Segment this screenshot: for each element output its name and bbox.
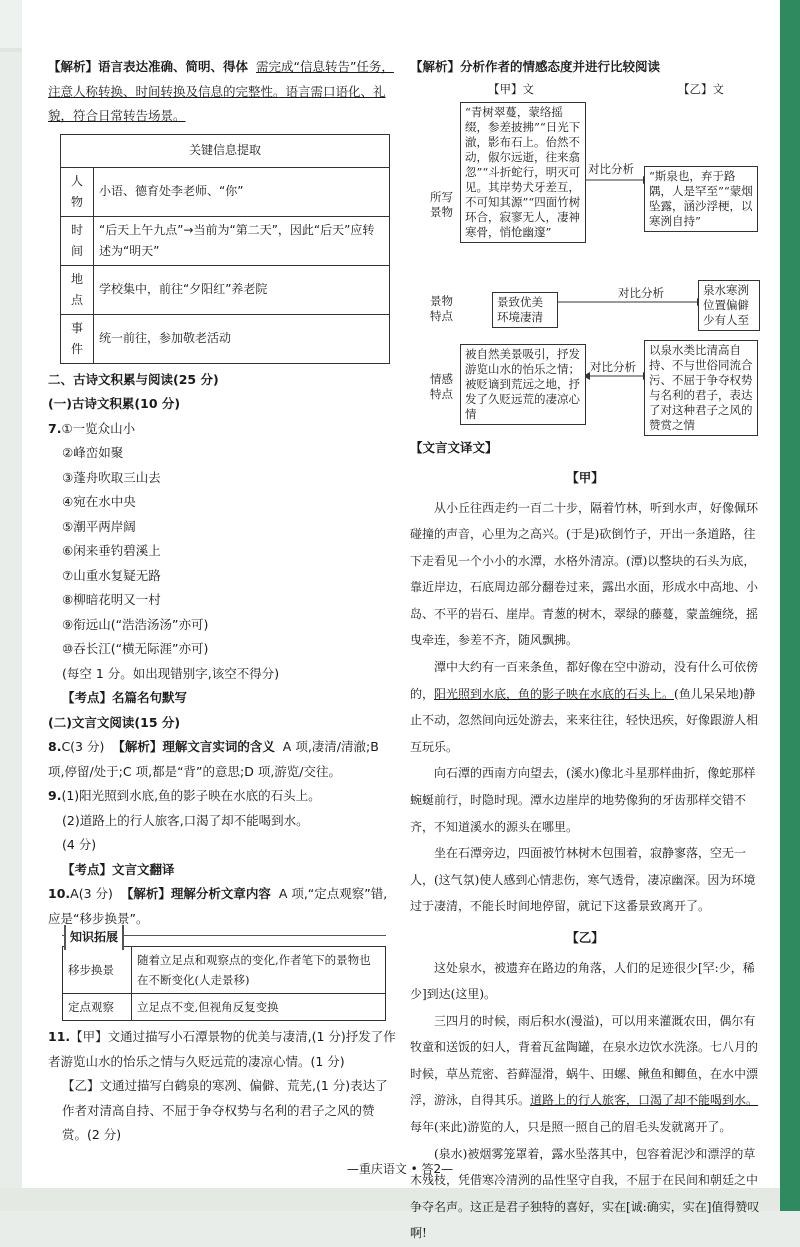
q9-kaodian: 【考点】文言文翻译 <box>62 861 175 877</box>
q9-2: (2)道路上的行人旅客,口渴了却不能喝到水。 <box>62 812 309 828</box>
row1-label: 所写景物 <box>430 189 453 219</box>
q7-item: ⑦山重水复疑无路 <box>62 567 161 583</box>
translation-heading: 【文言文译文】 <box>410 439 498 455</box>
zs-val: 立足点不变,但视角反复变换 <box>132 994 386 1021</box>
q7-item: ⑧柳暗花明又一村 <box>62 592 161 607</box>
yi-heading: 【乙】文 <box>678 81 724 96</box>
key-cell: 事件 <box>61 314 94 363</box>
q7-kaodian: 【考点】名篇名句默写 <box>62 690 188 705</box>
knowledge-table <box>62 946 386 1021</box>
q9: 9.(1)阳光照到水底,鱼的影子映在水底的石头上。 <box>48 788 321 803</box>
q11-b: 【乙】文通过描写白鹤泉的寒冽、偏僻、荒芜,(1 分)表达了作者对清高自持、不屈于争夺权势与名利的君子之风的赞赏。(2 分) <box>62 1078 388 1142</box>
q7-item: ⑤潮平两岸阔 <box>62 518 136 534</box>
val-cell: 学校集中，前往“夕阳红”养老院 <box>94 265 390 314</box>
val-cell: “后天上午九点”→当前为“第二天”，因此“后天”应转述为“明天” <box>94 216 390 265</box>
key-cell: 人物 <box>61 167 94 216</box>
row2-label: 景物特点 <box>430 293 453 323</box>
right-margin-strip <box>780 0 800 1211</box>
q7-item: ②峰峦如聚 <box>62 445 124 460</box>
yi-title: 【乙】 <box>566 930 604 945</box>
q7-item: ③蓬舟吹取三山去 <box>62 469 161 485</box>
q8: 8.C(3 分) 【解析】理解文言实词的含义 A 项,凄清/清澈;B 项,停留/处于;C 项,都是“背”的意思;D 项,游览/交往。 <box>48 739 379 779</box>
yi-para: 这处泉水，被遗弃在路边的角落，人们的足迹很少[罕:少，稀少]到达(这里)。 <box>410 960 755 1002</box>
yi-para: (泉水)被烟雾笼罩着，露水坠落其中，包容着泥沙和漂浮的草木残枝，凭借寒冷清洌的品性坚守自我，不屈于在民间和朝廷之中争夺名声。这正是君子独特的喜好，实在[诚:确实，实在]值得赞叹啊! <box>410 1146 760 1241</box>
row1-yi-box: “斯泉也，弃于路隅，人是罕至”“蒙烟坠露，涵沙浮梗，以寒洌自持” <box>644 166 758 232</box>
jia-para: 从小丘往西走约一百二十步，隔着竹林，听到水声，好像佩环碰撞的声音，心里为之高兴。(于是)砍倒竹子，开出一条道路，往下走看见一个小小的水潭，水格外清凉。(潭)以整块的石头为底，靠近岸边，石底周边部分翻卷过来，露出水面，形成水中高地、小岛、不平的岩石、崖岸。青葱的树木，翠绿的藤蔓，蒙盖缠绕，摇曳牵连，参差不齐，随风飘拂。 <box>410 500 759 648</box>
compare-label-3: 对比分析 <box>590 359 636 374</box>
zs-key: 移步换景 <box>63 947 132 994</box>
row1-jia-box: “青树翠蔓，蒙络摇缀，参差披拂”“日光下澈，影布石上。佁然不动，俶尔远逝，往来翕忽”“斗折蛇行，明灭可见。其岸势犬牙差互，不可知其源”“四面竹树环合，寂寥无人，凄神寒骨，悄怆幽邃” <box>460 102 586 243</box>
row2-yi-box: 泉水寒洌位置偏僻少有人至 <box>698 280 760 331</box>
section-2a-heading: (一)古诗文积累(10 分) <box>48 396 181 411</box>
q7-item: ⑥闲来垂钓碧溪上 <box>62 543 161 558</box>
jiexi-language: 【解析】语言表达准确、简明、得体 需完成“信息转告”任务，注意人称转换、时间转换及信息的完整性。语言需口语化、礼貌，符合日常转告场景。 <box>48 59 394 123</box>
key-cell: 时间 <box>61 216 94 265</box>
jia-title: 【甲】 <box>566 470 604 485</box>
row3-jia-box: 被自然美景吸引，抒发游览山水的怡乐之情；被贬谪到荒远之地，抒发了久贬远荒的凄凉心情 <box>460 344 586 425</box>
val-cell: 小语、德育处李老师、“你” <box>94 167 390 216</box>
q10: 10.A(3 分) 【解析】理解分析文章内容 A 项,“定点观察”错,应是“移步换景”。 <box>48 886 388 926</box>
left-column <box>48 55 396 1148</box>
zs-key: 定点观察 <box>63 994 132 1021</box>
row3-label: 情感特点 <box>430 371 453 401</box>
val-cell: 统一前往，参加敬老活动 <box>94 314 390 363</box>
jia-para: 向石潭的西南方向望去，(溪水)像北斗星那样曲折，像蛇那样蜿蜒前行，时隐时现。潭水边崖岸的地势像狗的牙齿那样交错不齐，不知道溪水的源头在哪里。 <box>410 766 756 834</box>
row2-jia-box: 景致优美环境凄清 <box>492 292 558 328</box>
yi-para: 三四月的时候，雨后积水(漫溢)，可以用来灌溉农田，偶尔有牧童和送饭的妇人，背着瓦盆陶罐，在泉水边饮水洗涤。七八月的时候，草丛荒密、苔藓湿滑，蜗牛、田螺、鳅鱼和鲫鱼，在水中漂浮，游泳，自得其乐。道路上的行人旅客，口渴了却不能喝到水。每年(来此)游览的人，只是照一照自己的眉毛头发就离开了。 <box>410 1013 759 1135</box>
q7-item: ⑨衔远山(“浩浩汤汤”亦可) <box>62 616 209 632</box>
section-2b-heading: (二)文言文阅读(15 分) <box>48 714 181 730</box>
q7-item: ⑩吞长江(“横无际涯”亦可) <box>62 641 209 656</box>
q7-note: (每空 1 分。如出现错别字,该空不得分) <box>62 665 280 681</box>
section-2-heading: 二、古诗文积累与阅读(25 分) <box>48 371 219 387</box>
zs-val: 随着立足点和观察点的变化,作者笔下的景物也在不断变化(人走景移) <box>132 947 386 994</box>
knowledge-box <box>62 930 386 1021</box>
jia-heading: 【甲】文 <box>488 81 534 96</box>
key-info-title: 关键信息提取 <box>61 134 390 167</box>
q9-score: (4 分) <box>62 837 97 852</box>
row3-yi-box: 以泉水类比清高自持、不与世俗同流合污、不屈于争夺权势与名利的君子，表达了对这种君子之风的赞赏之情 <box>644 340 758 436</box>
key-info-table <box>60 134 390 364</box>
key-cell: 地点 <box>61 265 94 314</box>
compare-label-1: 对比分析 <box>588 161 634 176</box>
comparison-diagram <box>410 80 760 440</box>
jiexi-compare: 【解析】分析作者的情感态度并进行比较阅读 <box>410 59 661 74</box>
right-column <box>410 55 760 1247</box>
page-footer: —重庆语文 • 答2— <box>346 1162 454 1176</box>
q7-first: 7.①一览众山小 <box>48 420 136 436</box>
knowledge-box-title: 知识拓展 <box>64 925 124 950</box>
jia-para: 潭中大约有一百来条鱼，都好像在空中游动，没有什么可依傍的，阳光照到水底，鱼的影子映在水底的石头上。(鱼儿呆呆地)静止不动，忽然间向远处游去，来来往往，轻快迅疾，好像跟游人相互玩乐。 <box>410 660 759 754</box>
jia-para: 坐在石潭旁边，四面被竹林树木包围着，寂静寥落，空无一人，(这气氛)使人感到心情悲伤，寒气透骨，凄凉幽深。因为环境过于凄清，不能长时间地停留，就记下这番景致离开了。 <box>410 846 756 914</box>
compare-label-2: 对比分析 <box>618 285 664 300</box>
q7-item: ④宛在水中央 <box>62 494 136 509</box>
q11-a: 11.【甲】文通过描写小石潭景物的优美与凄清,(1 分)抒发了作者游览山水的怡乐之情与久贬远荒的凄凉心情。(1 分) <box>48 1029 396 1069</box>
